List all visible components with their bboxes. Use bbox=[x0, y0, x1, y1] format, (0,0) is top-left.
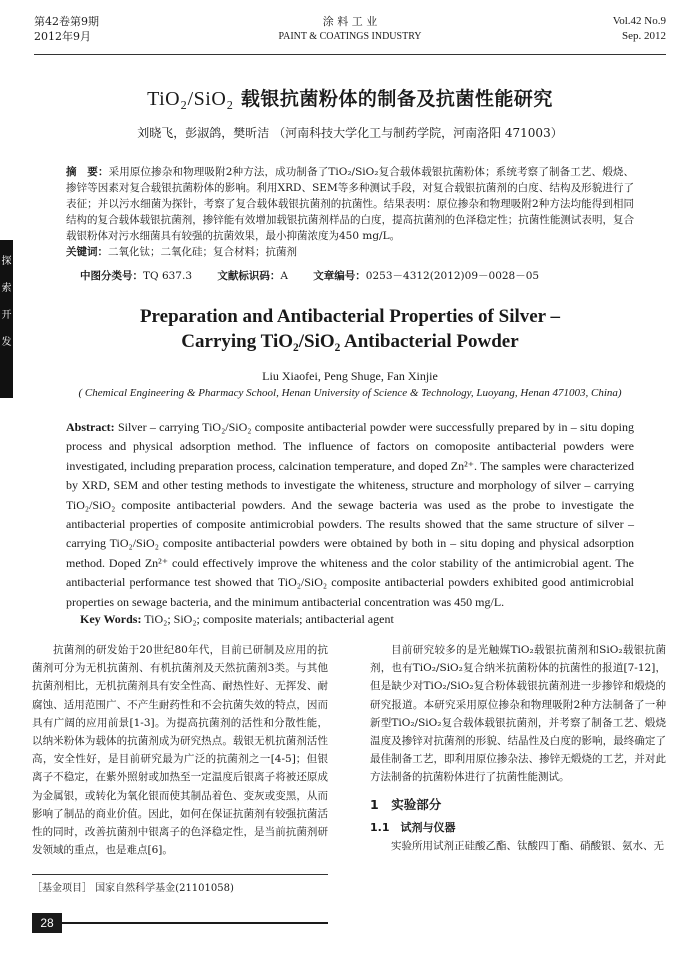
chinese-abstract: 摘 要：采用原位掺杂和物理吸附2种方法，成功制备了TiO₂/SiO₂复合载体载银抗菌粉体；系统考察了制备工艺、煅烧、掺锌等因素对复合载银抗菌粉体的影响。利用XRD、SEM等多种测试手段，对复合载银抗菌剂的白度、结构及形貌进行了表征；并以污水细菌为探针，考察了复合载体载银抗菌剂的抗菌性。结果表明：原位掺杂和物理吸附2种方法均能得到相同结构的复合载体载银抗菌剂，掺锌能有效增加载银抗菌剂样品的白度，提高抗菌剂的色泽稳定性；抗菌性能测试表明，复合载银粉体对污水细菌具有较强的抗菌效果，最小抑菌浓度为450 mg/L。 关键词：二氧化钛；二氧化硅；复合材料；抗菌剂 bbox=[66, 166, 635, 258]
subsection-heading: 1.1 试剂与仪器 bbox=[370, 820, 456, 834]
english-title: Preparation and Antibacterial Properties of Silver – Carrying TiO₂/SiO₂ Antibacterial Powder bbox=[139, 306, 561, 352]
volume-issue-cn: 第42卷第9期 2012年9月 bbox=[34, 15, 99, 43]
journal-name: 涂 料 工 业 PAINT & COATINGS INDUSTRY bbox=[278, 15, 422, 42]
chinese-authors: 刘晓飞，彭淑鸽，樊昕洁 （河南科技大学化工与制药学院，河南洛阳 471003） bbox=[137, 126, 563, 140]
funding-footnote: ［基金项目］ 国家自然科学基金(21101058) bbox=[32, 874, 328, 894]
classification-line: 中图分类号：TQ 637.3 文献标识码：A 文章编号：0253－4312(2012)09－0028－05 bbox=[80, 270, 540, 282]
english-keywords: Key Words: TiO₂; SiO₂; composite materials; antibacterial agent bbox=[80, 612, 394, 626]
section-heading: 1 实验部分 bbox=[370, 796, 442, 812]
english-abstract: Abstract: Silver – carrying TiO₂/SiO₂ composite antibacterial powder were successfully prepared by in – situ doping process and physical adsorption method. The influence of factors on comoposite antibacterial powders were investigated, including preparation process, calcination temperature, and doped Zn²⁺. The samples were characterized by XRD, SEM and other testing methods to investigate the whiteness, structure and morphology of silver – carrying TiO₂/SiO₂ composite antibacterial powders. And the sewage bacteria was used as the probe to investigate the antibacterial properties of composite antimicrobial powders. The results showed that the same structure of silver – carrying TiO₂/SiO₂ composite antibacterial powders were obtained by both in – situ doping and physical adsorption method. Doped Zn²⁺ could effectively improve the whiteness and the color stability of the antimicrobial agent. The antibacterial performance test showed that TiO₂/SiO₂ composite antibacterial powders exhibited good antimicrobial properties on sewage bacteria, and the minimum antibacterial concentration was 450 mg/L. bbox=[66, 420, 635, 609]
section-paragraph: 实验所用试剂正硅酸乙酯、钛酸四丁酯、硝酸银、氨水、无 bbox=[391, 840, 664, 853]
section-tab: 探 索 开 发 bbox=[0, 240, 13, 398]
intro-paragraph-2: 目前研究较多的是光触媒TiO₂载银抗菌剂和SiO₂载银抗菌剂，也有TiO₂/SiO₂复合纳米抗菌粉体的抗菌性的报道[7-12]，但是缺少对TiO₂/SiO₂复合粉体载银抗菌剂进一步掺锌和煅烧的研究报道。本研究采用原位掺杂和物理吸附2种方法制备了一种新型TiO₂/SiO₂复合载体载银抗菌剂，并考察了制备工艺、煅烧温度及掺锌对抗菌剂的形貌、结晶性及白度的影响，最终确定了最佳制备工艺，即利用原位掺杂法、掺锌无煅烧的工艺，并对此方法制备的抗菌粉体进行了抗菌性能测试。 bbox=[370, 644, 666, 784]
intro-paragraph: 抗菌剂的研发始于20世纪80年代，目前已研制及应用的抗菌剂可分为无机抗菌剂、有机抗菌剂及天然抗菌剂3类。与其他抗菌剂相比，无机抗菌剂具有安全性高、耐热性好、无挥发、耐腐蚀、适用范围广、不产生耐药性和不会抗菌失效的特点，因而具有广阔的应用前景[1-3]。为提高抗菌剂的活性和分散性能，以纳米粉体为载体的抗菌剂成为研究热点。载银无机抗菌剂活性高，安全性好，是目前研究最为广泛的抗菌剂之一[4-5]；但银离子不稳定，在紫外照射或加热至一定温度后银离子将被还原成为金属银，或转化为氧化银而使其制品着色、变灰或变黑，从而影响了制品的商业价值。因此，如何在保证抗菌剂有较强抗菌活性的同时，改善抗菌剂中银离子的色泽稳定性，是当前抗菌剂研发领域的重点，也是难点[6]。 bbox=[32, 644, 328, 857]
chinese-title: TiO₂/SiO₂ 载银抗菌粉体的制备及抗菌性能研究 bbox=[147, 88, 553, 110]
volume-issue-en: Vol.42 No.9 Sep. 2012 bbox=[612, 15, 666, 42]
page-number-rule bbox=[62, 922, 328, 924]
body-column-left bbox=[32, 641, 328, 859]
running-header bbox=[34, 14, 666, 55]
english-affiliation: ( Chemical Engineering & Pharmacy School, Henan University of Science & Technology, Luoyang, Henan 471003, China) bbox=[78, 387, 622, 399]
chinese-keywords: 二氧化钛；二氧化硅；复合材料；抗菌剂 bbox=[108, 246, 297, 258]
page-number: 28 bbox=[32, 913, 62, 933]
body-column-right bbox=[370, 641, 666, 855]
english-authors: Liu Xiaofei, Peng Shuge, Fan Xinjie bbox=[262, 369, 438, 383]
